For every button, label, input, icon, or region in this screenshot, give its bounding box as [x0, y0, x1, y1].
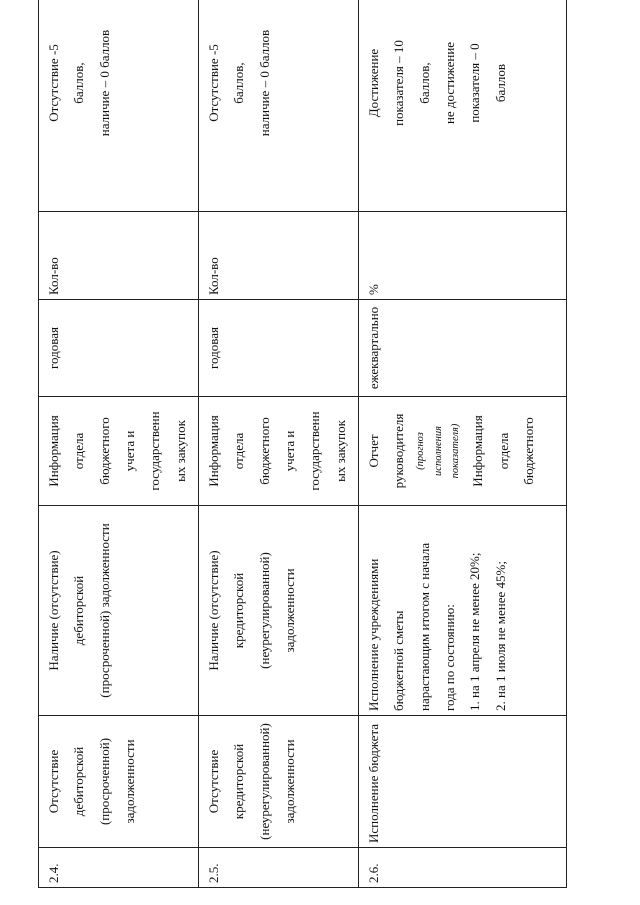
- indicator-description: Наличие (отсутствие) кредиторской (неурегулированной) задолженности: [199, 506, 359, 716]
- indicator-description: Наличие (отсутствие) дебиторской (просроченной) задолженности: [39, 506, 199, 716]
- rotated-page: [38, 18, 566, 888]
- criterion-name: Исполнение бюджета: [359, 716, 567, 848]
- row-number: 2.5.: [199, 848, 359, 888]
- periodicity: ежеквартально: [359, 300, 567, 397]
- row-number: 2.6.: [359, 848, 567, 888]
- list-item: 2. на 1 июля не менее 45%;: [492, 561, 508, 711]
- criterion-name: Отсутствие кредиторской (неурегулированной) задолженности: [199, 716, 359, 848]
- unit: Кол-во: [39, 212, 199, 300]
- data-source: Отчет руководителя (прогноз исполнения показателя) Информация отдела бюджетного: [359, 397, 567, 506]
- unit: Кол-во: [199, 212, 359, 300]
- row-number: 2.4.: [39, 848, 199, 888]
- table-row: [199, 0, 359, 888]
- data-source: Информация отдела бюджетного учета и государственн ых закупок: [199, 397, 359, 506]
- scoring-criteria: Достижение показателя – 10 баллов, не достижение показателя – 0 баллов: [359, 0, 567, 212]
- periodicity: годовая: [199, 300, 359, 397]
- indicator-description: Исполнение учреждениями бюджетной сметы нарастающим итогом с начала года по состоянию: 1. на 1 апреля не менее 20%; 2. на 1 июля не менее 45%;: [359, 506, 567, 716]
- scoring-criteria: Отсутствие -5 баллов, наличие – 0 баллов: [39, 0, 199, 212]
- criteria-table: [38, 0, 567, 888]
- list-item: 1. на 1 апреля не менее 20%;: [467, 552, 483, 711]
- table-row: [359, 0, 567, 888]
- data-source: Информация отдела бюджетного учета и государственн ых закупок: [39, 397, 199, 506]
- scoring-criteria: Отсутствие -5 баллов, наличие – 0 баллов: [199, 0, 359, 212]
- table-row: [39, 0, 199, 888]
- periodicity: годовая: [39, 300, 199, 397]
- criterion-name: Отсутствие дебиторской (просроченной) задолженности: [39, 716, 199, 848]
- unit: %: [359, 212, 567, 300]
